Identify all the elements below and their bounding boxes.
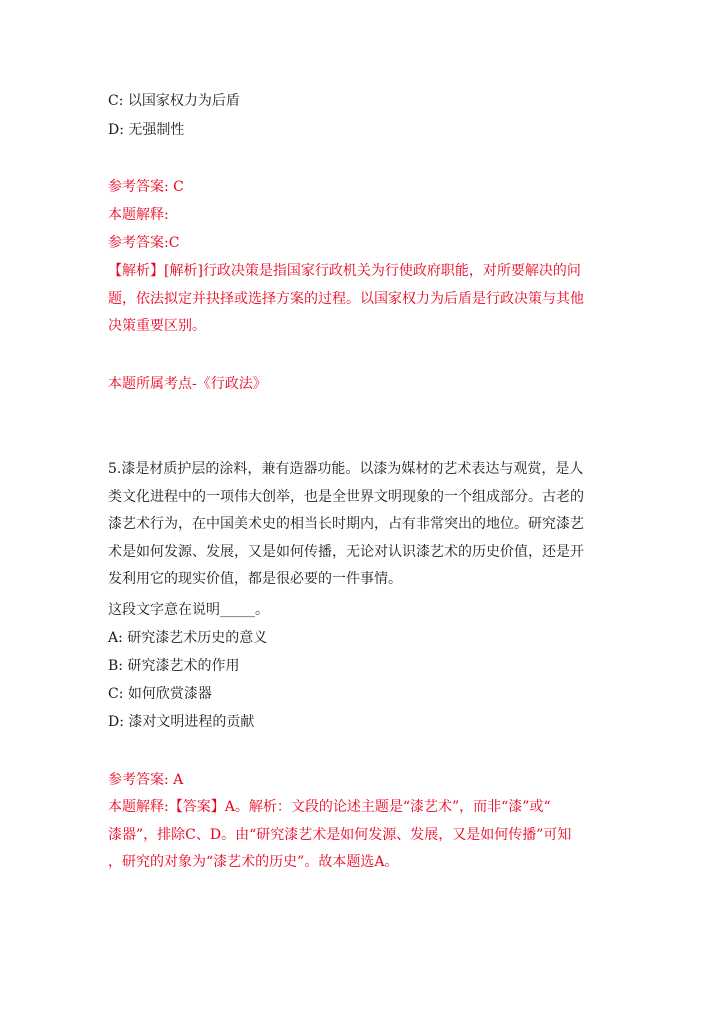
q5-option-b: B: 研究漆艺术的作用 [108,658,240,674]
q5-explanation-line: 漆器”，排除C、D。由“研究漆艺术是如何发源、发展，又是如何传播”可知 [108,826,572,843]
q5-explanation-line: ，研究的对象为“漆艺术的历史”。故本题选A。 [108,854,399,870]
q5-stem-line: 5.漆是材质护层的涂料，兼有造器功能。以漆为媒材的艺术表达与观赏，是人 [108,461,584,477]
q5-option-a: A: 研究漆艺术历史的意义 [108,630,268,646]
q4-analysis-line: 题，依法拟定并抉择或选择方案的过程。以国家权力为后盾是行政决策与其他 [108,290,584,307]
q4-answer-repeat: 参考答案:C [108,235,180,251]
q5-prompt: 这段文字意在说明_____。 [108,602,269,618]
q4-option-c: C: 以国家权力为后盾 [108,93,240,109]
q4-analysis [108,258,612,341]
q5-answer-label: 参考答案: A [108,772,184,788]
q4-answer-label: 参考答案: C [108,179,184,195]
q4-option-d: D: 无强制性 [108,122,185,138]
q4-topic: 本题所属考点-《行政法》 [108,376,267,392]
q5-stem-line: 发利用它的现实价值，都是很必要的一件事情。 [108,571,402,587]
q5-explanation-line: 本题解释:【答案】A。解析：文段的论述主题是“漆艺术”，而非“漆”或“ [108,799,551,815]
q5-stem-line: 漆艺术行为，在中国美术史的相当长时期内，占有非常突出的地位。研究漆艺 [108,516,584,532]
q5-stem [108,456,612,594]
q4-analysis-line: 决策重要区别。 [108,318,206,334]
q5-explanation [108,794,612,877]
q5-option-c: C: 如何欣赏漆器 [108,686,212,702]
q4-explanation-label: 本题解释: [108,207,169,223]
q5-option-d: D: 漆对文明进程的贡献 [108,714,255,730]
q5-stem-line: 术是如何发源、发展，又是如何传播，无论对认识漆艺术的历史价值，还是开 [108,543,584,560]
q5-stem-line: 类文化进程中的一项伟大创举，也是全世界文明现象的一个组成部分。古老的 [108,488,584,505]
q4-analysis-line: 【解析】[解析]行政决策是指国家行政机关为行使政府职能，对所要解决的问 [108,263,581,279]
